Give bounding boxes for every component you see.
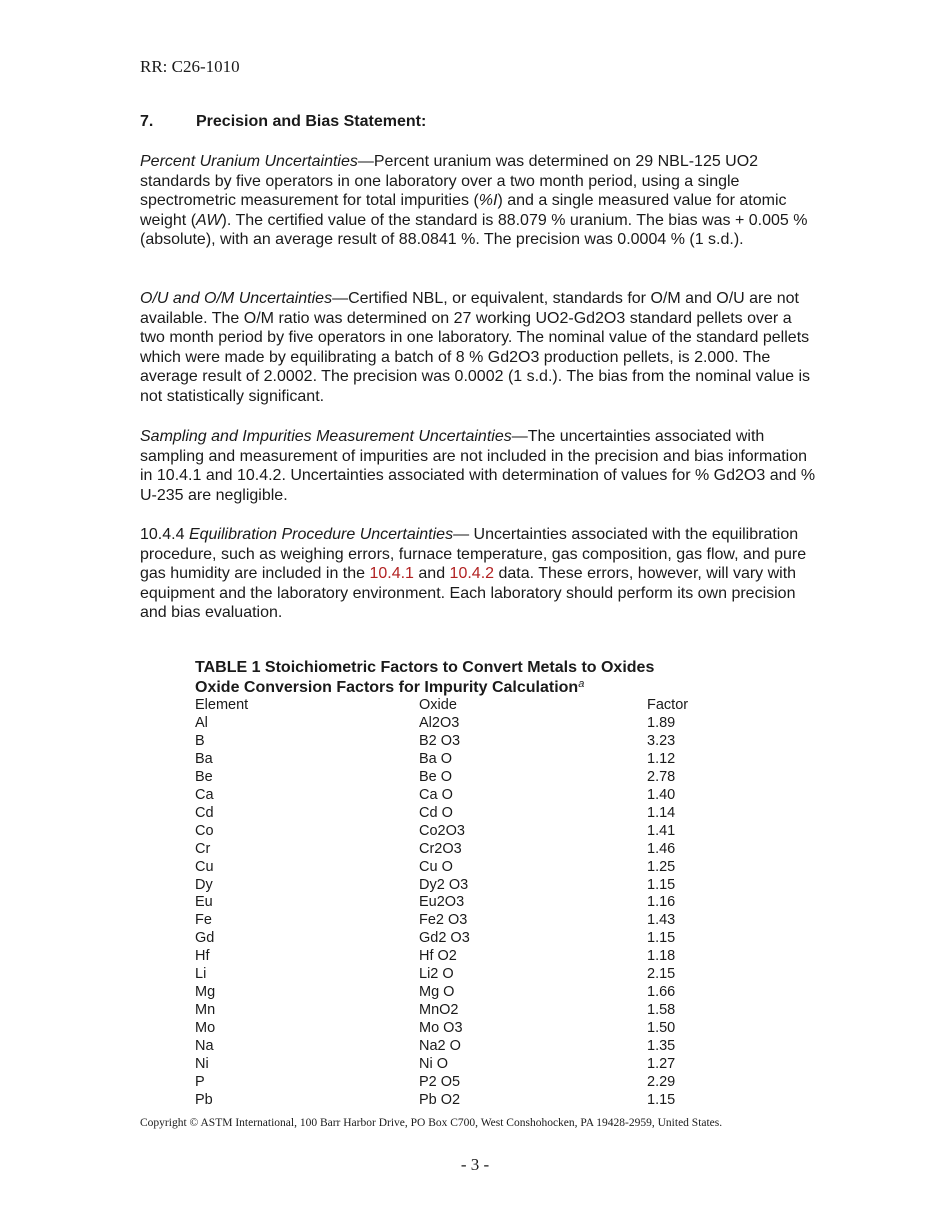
table-row <box>195 751 727 769</box>
cell-oxide: Gd2 O3 <box>419 930 470 947</box>
paragraph-text: and <box>413 565 450 583</box>
table-row <box>195 894 727 912</box>
table-row <box>195 715 727 733</box>
cell-element: Mg <box>195 984 216 1001</box>
document-id: RR: C26-1010 <box>140 57 240 76</box>
cell-oxide: Ca O <box>419 786 453 803</box>
table-row <box>195 1056 727 1074</box>
table-row <box>195 984 727 1002</box>
table-title-line-2: Oxide Conversion Factors for Impurity Calculation$^a$ <box>195 677 585 696</box>
paragraph-sampling <box>140 427 820 505</box>
cell-element: Ni <box>195 1056 209 1073</box>
cell-oxide: Cr2O3 <box>419 840 462 857</box>
paragraph-percent-uranium <box>140 152 820 250</box>
cell-factor: 1.43 <box>647 912 676 929</box>
cell-factor: 1.66 <box>647 984 676 1001</box>
cell-element: Al <box>195 714 208 731</box>
table-row <box>195 1092 727 1110</box>
paragraph-text: —Percent uranium was determined on 29 NBL-125 UO2 standards by five operators in one laboratory over a two month period, using a single spectrometric measurement for total impurities ( <box>140 153 759 210</box>
cell-oxide: Li2 O <box>419 966 454 983</box>
cell-factor: 1.15 <box>647 1091 676 1108</box>
cell-oxide: Ba O <box>419 750 453 767</box>
cell-element: Pb <box>195 1091 213 1108</box>
paragraph-lead: Equilibration Procedure Uncertainties <box>188 526 454 543</box>
cell-factor: 1.15 <box>647 876 676 893</box>
cell-factor: 1.14 <box>647 804 676 821</box>
cell-oxide: Mo O3 <box>419 1020 463 1037</box>
paragraph-equilibration <box>140 525 820 623</box>
cell-factor: 1.41 <box>647 822 676 839</box>
paragraph-text: data. These errors, however, will vary with equipment and the laboratory environment. Each laboratory should perform its own precision and bias evaluation. <box>140 565 797 622</box>
cell-element: Cu <box>195 858 214 875</box>
cell-oxide: Ni O <box>419 1056 448 1073</box>
cell-element: Cr <box>195 840 211 857</box>
conversion-factors-table <box>195 658 755 1110</box>
cell-oxide: P2 O5 <box>419 1074 461 1091</box>
paragraph-lead: Sampling and Impurities Measurement Uncertainties <box>140 428 512 445</box>
table-title <box>195 658 755 697</box>
paragraph-lead: Percent Uranium Uncertainties <box>140 153 358 170</box>
link-10-4-1[interactable]: 10.4.1 <box>369 565 414 583</box>
table-row <box>195 930 727 948</box>
cell-element: Mo <box>195 1020 216 1037</box>
cell-factor: 1.25 <box>647 858 676 875</box>
cell-element: P <box>195 1074 205 1091</box>
cell-factor: 2.78 <box>647 768 676 785</box>
table-row <box>195 733 727 751</box>
table-row <box>195 841 727 859</box>
table-row <box>195 1038 727 1056</box>
copyright-notice: Copyright © ASTM International, 100 Barr Harbor Drive, PO Box C700, West Conshohocken, PA 19428-2959, United States. <box>140 1117 723 1129</box>
cell-element: Cd <box>195 804 214 821</box>
cell-factor: 1.16 <box>647 894 676 911</box>
cell-factor: 1.35 <box>647 1038 676 1055</box>
table-row <box>195 859 727 877</box>
cell-factor: 3.23 <box>647 732 676 749</box>
cell-factor: 1.27 <box>647 1056 676 1073</box>
cell-factor: 1.15 <box>647 930 676 947</box>
cell-element: Be <box>195 768 213 785</box>
cell-oxide: Cu O <box>419 858 453 875</box>
cell-factor: 1.50 <box>647 1020 676 1037</box>
paragraph-text: ). The certified value of the standard is 88.079 % uranium. The bias was + 0.005 % (absolute), with an average result of 88.0841 %. The precision was 0.0004 % (1 s.d.). <box>140 211 808 249</box>
cell-element: Li <box>195 966 207 983</box>
column-header-factor: Factor <box>647 697 689 713</box>
cell-oxide: Dy2 O3 <box>419 876 469 893</box>
table-row <box>195 1074 727 1092</box>
footnote-marker: a <box>578 677 585 690</box>
cell-element: Ca <box>195 786 214 803</box>
paragraph-text: — Uncertainties associated with the equilibration procedure, such as weighing errors, furnace temperature, gas composition, gas flow, and pure gas humidity are included in the <box>140 526 807 583</box>
cell-oxide: Al2O3 <box>419 714 460 731</box>
column-header-element: Element <box>195 697 249 713</box>
cell-element: Mn <box>195 1002 216 1019</box>
cell-factor: 1.12 <box>647 750 676 767</box>
table-row <box>195 966 727 984</box>
paragraph-number: 10.4.4 <box>140 526 189 543</box>
factors-table <box>195 697 727 1110</box>
cell-element: B <box>195 732 205 749</box>
cell-oxide: Mg O <box>419 984 455 1001</box>
paragraph-lead: O/U and O/M Uncertainties <box>140 290 333 307</box>
atomic-weight-symbol: AW <box>196 211 222 229</box>
cell-element: Eu <box>195 894 213 911</box>
impurities-symbol: %I <box>478 192 498 210</box>
cell-oxide: MnO2 <box>419 1002 459 1019</box>
table-row <box>195 769 727 787</box>
cell-element: Dy <box>195 876 213 893</box>
cell-factor: 1.46 <box>647 840 676 857</box>
page-number: - 3 - <box>460 1155 490 1174</box>
cell-oxide: Fe2 O3 <box>419 912 468 929</box>
paragraph-text: —The uncertainties associated with sampling and measurement of impurities are not included in the precision and bias information in 10.4.1 and 10.4.2. Uncertainties associated with determination of values for % Gd2O3 and % U-235 are negligible. <box>140 428 816 504</box>
cell-oxide: Co2O3 <box>419 822 465 839</box>
cell-factor: 1.40 <box>647 786 676 803</box>
link-10-4-2[interactable]: 10.4.2 <box>449 565 495 583</box>
cell-oxide: Na2 O <box>419 1038 461 1055</box>
table-row <box>195 948 727 966</box>
table-row <box>195 912 727 930</box>
section-title: Precision and Bias Statement: <box>196 113 427 130</box>
cell-oxide: B2 O3 <box>419 732 461 749</box>
table-title-line-1: TABLE 1 Stoichiometric Factors to Convert Metals to Oxides <box>195 659 655 676</box>
cell-element: Gd <box>195 930 215 947</box>
table-row <box>195 1002 727 1020</box>
cell-factor: 1.18 <box>647 948 676 965</box>
cell-element: Co <box>195 822 214 839</box>
column-header-oxide: Oxide <box>419 697 457 713</box>
section-heading <box>140 113 426 131</box>
paragraph-ou-om <box>140 289 820 407</box>
cell-oxide: Pb O2 <box>419 1091 461 1108</box>
table-row <box>195 1020 727 1038</box>
table-row <box>195 823 727 841</box>
cell-factor: 1.58 <box>647 1002 676 1019</box>
table-header-row <box>195 697 727 715</box>
table-row <box>195 787 727 805</box>
cell-factor: 2.15 <box>647 966 676 983</box>
table-row <box>195 877 727 895</box>
cell-oxide: Eu2O3 <box>419 894 465 911</box>
section-number: 7. <box>140 113 154 130</box>
cell-element: Na <box>195 1038 214 1055</box>
cell-oxide: Hf O2 <box>419 948 457 965</box>
cell-factor: 1.89 <box>647 714 676 731</box>
paragraph-text: —Certified NBL, or equivalent, standards for O/M and O/U are not available. The O/M ratio was determined on 27 working UO2-Gd2O3 standard pellets over a two month period by five operators in one laboratory. The nominal value of the standard pellets which were made by equilibrating a batch of 8 % Gd2O3 production pellets, is 2.000. The average result of 2.0002. The precision was 0.0002 (1 s.d.). The bias from the nominal value is not statistically significant. <box>140 290 810 405</box>
cell-element: Fe <box>195 912 212 929</box>
paragraph-text: ) and a single measured value for atomic weight ( <box>140 192 787 229</box>
cell-element: Ba <box>195 750 213 767</box>
table-row <box>195 805 727 823</box>
cell-factor: 2.29 <box>647 1074 676 1091</box>
cell-oxide: Be O <box>419 768 453 785</box>
cell-element: Hf <box>195 948 210 965</box>
cell-oxide: Cd O <box>419 804 453 821</box>
